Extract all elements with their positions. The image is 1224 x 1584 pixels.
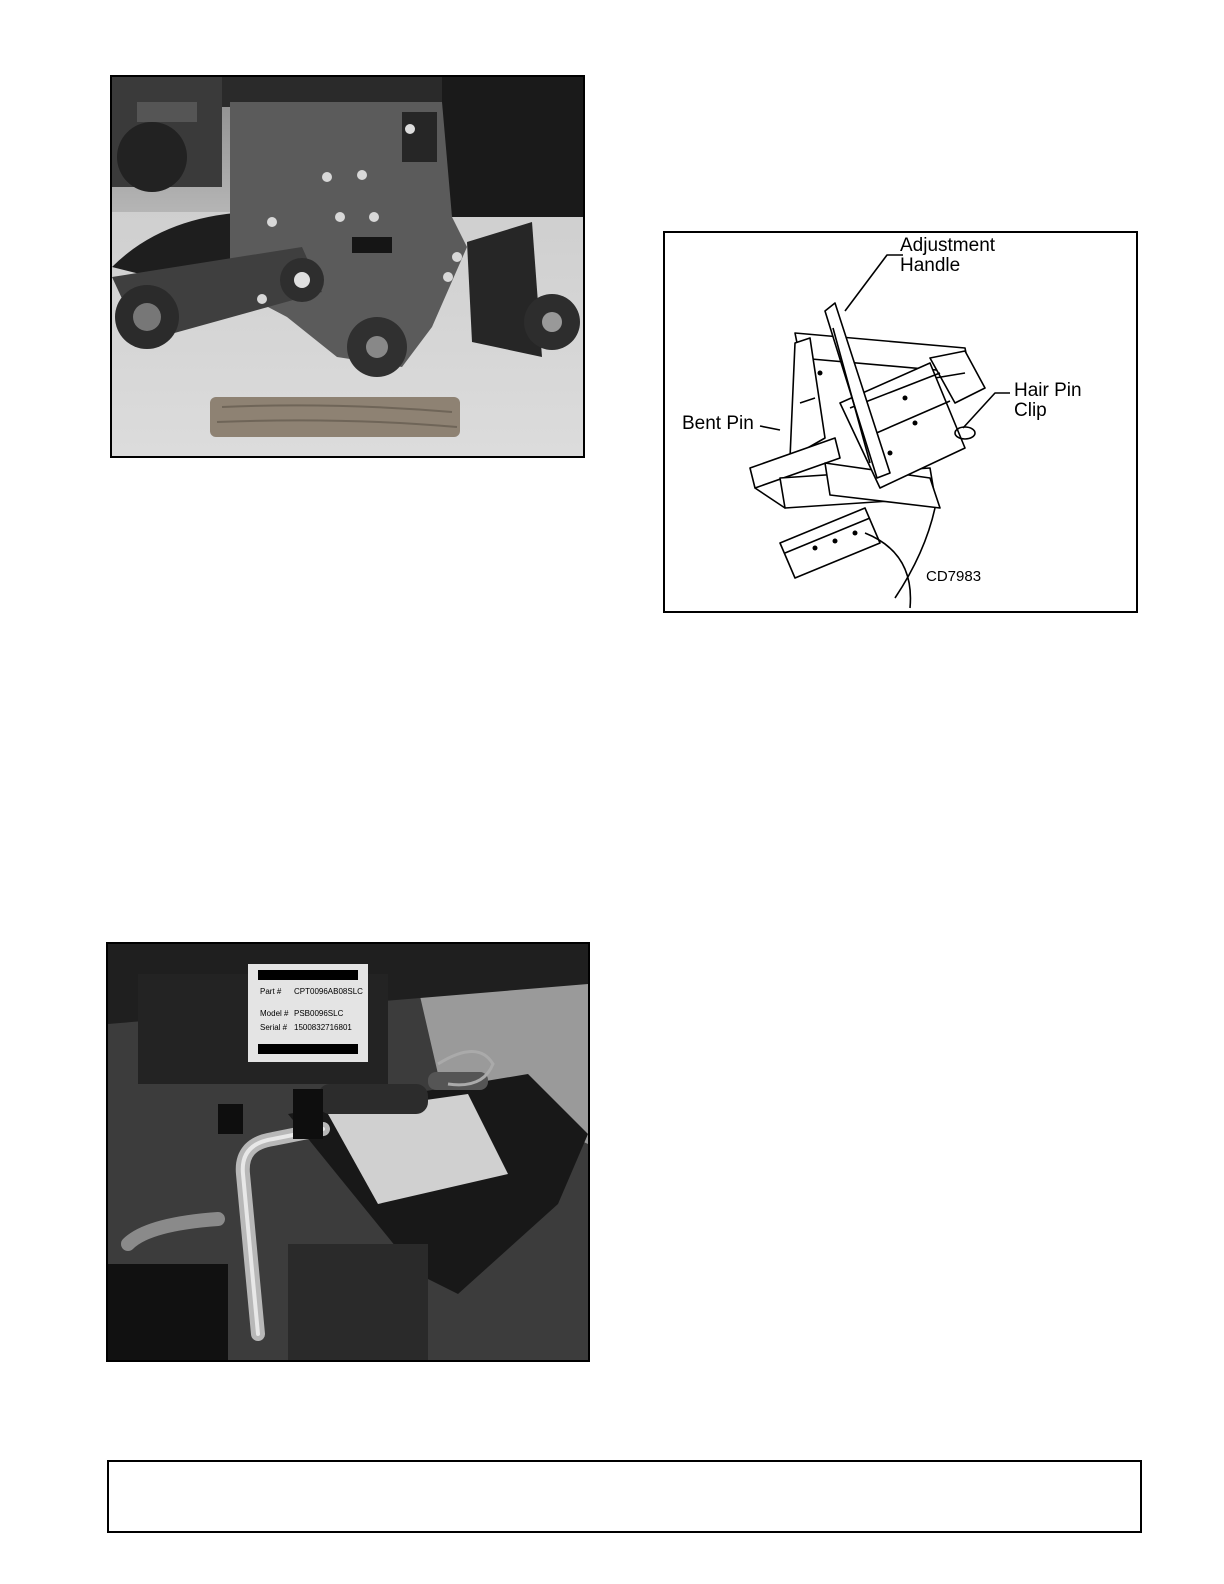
callout-hair-pin-clip bbox=[1014, 381, 1082, 421]
callout-adjustment-handle-line2: Handle bbox=[900, 255, 961, 276]
callout-adjustment-handle-line1: Adjustment bbox=[900, 235, 996, 256]
photo-bent-pin-image bbox=[108, 944, 588, 1360]
part-label-model-key: Model # bbox=[260, 1009, 289, 1018]
callout-hair-pin-clip-line1: Hair Pin bbox=[1014, 380, 1082, 401]
callout-adjustment-handle bbox=[900, 236, 995, 276]
part-label-model-value: PSB0096SLC bbox=[294, 1009, 344, 1018]
photo-bent-pin-closeup bbox=[106, 942, 590, 1362]
part-label-part-value: CPT0096AB08SLC bbox=[294, 987, 363, 996]
part-label bbox=[248, 964, 368, 1062]
photo-row-unit-image bbox=[112, 77, 583, 456]
photo-row-unit bbox=[110, 75, 585, 458]
notice-box bbox=[107, 1460, 1142, 1533]
figure-code: CD7983 bbox=[926, 568, 982, 585]
part-label-part-key: Part # bbox=[260, 987, 282, 996]
part-label-serial-key: Serial # bbox=[260, 1023, 288, 1032]
part-label-serial-value: 1500832716801 bbox=[294, 1023, 352, 1032]
callout-hair-pin-clip-line2: Clip bbox=[1014, 400, 1047, 421]
callout-bent-pin: Bent Pin bbox=[682, 413, 754, 434]
